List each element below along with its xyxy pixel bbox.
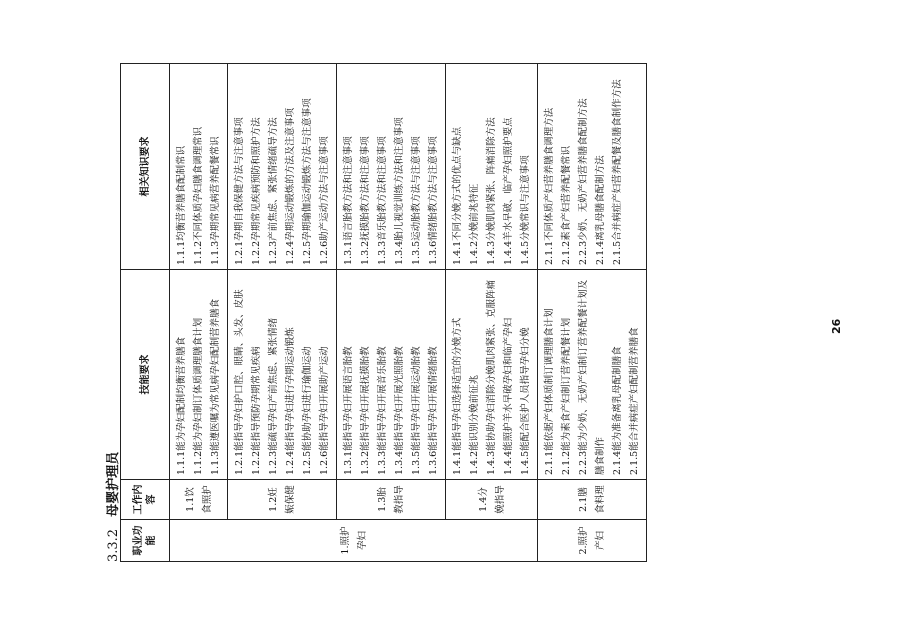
skill-item: 1.4.5能配合医护人员指导孕妇分娩 — [520, 327, 531, 475]
skill-item: 1.3.4能指导孕妇开展光照胎教 — [394, 346, 405, 475]
content-cell: 1.2妊娠保健 — [228, 480, 337, 520]
knowledge-cell — [170, 64, 228, 270]
skill-item: 1.3.6能指导孕妇开展情绪胎教 — [428, 346, 439, 475]
table-body — [170, 64, 647, 562]
header-content: 工作内容 — [121, 480, 170, 520]
header-skills: 技能要求 — [121, 270, 170, 480]
skills-cell — [170, 270, 228, 480]
content-cell: 1.1饮食照护 — [170, 480, 228, 520]
skill-item: 1.3.2能指导孕妇开展抚摸胎教 — [360, 346, 371, 475]
knowledge-item: 1.2.4孕期运动锻炼的方法及注意事项 — [285, 107, 296, 265]
knowledge-cell — [446, 64, 538, 270]
knowledge-item: 1.3.3音乐胎教方法和注意事项 — [377, 136, 388, 265]
knowledge-cell — [337, 64, 446, 270]
skills-cell — [337, 270, 446, 480]
knowledge-item: 1.1.3孕期常见病营养配餐常识 — [210, 136, 221, 265]
knowledge-item: 2.1.2素食产妇营养配餐常识 — [561, 145, 572, 265]
table-header-row — [121, 64, 170, 562]
knowledge-item: 1.3.4胎儿视觉训练方法和注意事项 — [394, 117, 405, 265]
knowledge-item: 1.2.1孕期自我保健方法与注意事项 — [234, 117, 245, 265]
standards-table — [120, 63, 647, 562]
knowledge-item: 1.4.2分娩前兆特征 — [469, 183, 480, 265]
knowledge-item: 1.4.1不同分娩方式的优点与缺点 — [452, 126, 463, 265]
table-row — [538, 64, 647, 562]
skill-item: 1.3.3能指导孕妇开展音乐胎教 — [377, 346, 388, 475]
section-heading — [102, 452, 121, 562]
content-cell: 2.1膳食料理 — [538, 480, 647, 520]
skill-item: 1.4.4能照护羊水早破孕妇和临产孕妇 — [503, 317, 514, 475]
knowledge-item: 1.1.2不同体质孕妇膳食调理常识 — [193, 126, 204, 265]
skill-item: 2.1.1能依据产妇体质制订调理膳食计划 — [544, 308, 555, 475]
knowledge-item: 1.3.2抚摸胎教方法和注意事项 — [360, 136, 371, 265]
skill-item: 1.1.2能为孕妇制订体质调理膳食计划 — [193, 317, 204, 475]
knowledge-item: 1.1.1均衡营养膳食配制常识 — [176, 145, 187, 265]
header-knowledge: 相关知识要求 — [121, 64, 170, 270]
skill-item: 1.2.4能指导孕妇进行孕期运动锻炼 — [285, 327, 296, 475]
skill-item: 1.2.5能协助孕妇进行瑜伽运动 — [302, 346, 313, 475]
skill-item: 1.2.2能指导预防孕期常见疾病 — [251, 346, 262, 475]
knowledge-item: 1.3.5运动胎教方法与注意事项 — [411, 136, 422, 265]
table-row — [170, 64, 228, 562]
table-row — [228, 64, 337, 562]
knowledge-item: 1.4.5分娩常识与注意事项 — [520, 155, 531, 265]
page-number: 26 — [830, 318, 843, 334]
skill-item: 2.1.4能为准备离乳母配制膳食 — [612, 346, 623, 475]
skill-item: 1.2.1能指导孕妇护口腔、眼睛、头发、皮肤 — [234, 289, 245, 475]
skill-item: 1.1.3能遵医嘱为常见病孕妇配制营养膳食 — [210, 298, 221, 475]
knowledge-cell — [228, 64, 337, 270]
header-function: 职业功能 — [121, 520, 170, 562]
knowledge-item: 1.4.4羊水早破、临产孕妇照护要点 — [503, 117, 514, 265]
skill-item: 1.3.1能指导孕妇开展语言胎教 — [343, 346, 354, 475]
skill-item: 1.1.1能为孕妇配制均衡营养膳食 — [176, 336, 187, 475]
knowledge-item: 2.2.3少奶、无奶产妇营养膳食配制方法 — [578, 98, 589, 265]
table-row — [446, 64, 538, 562]
function-cell: 2.照护产妇 — [538, 520, 647, 562]
function-cell: 1.照护孕妇 — [170, 520, 538, 562]
content-cell: 1.3胎教指导 — [337, 480, 446, 520]
skills-cell — [446, 270, 538, 480]
knowledge-item: 2.1.1不同体质产妇营养膳食调理方法 — [544, 107, 555, 265]
knowledge-item: 2.1.5合并病症产妇营养配餐及膳食制作方法 — [612, 79, 623, 265]
skill-item: 1.4.2能识别分娩前征兆 — [469, 374, 480, 475]
section-title: 母婴护理员 — [106, 451, 121, 517]
section-number: 3.3.2 — [106, 528, 121, 562]
skills-cell — [538, 270, 647, 480]
knowledge-cell — [538, 64, 647, 270]
skill-item: 1.4.3能协助孕妇消除分娩肌肉紧张、克服阵痛 — [486, 279, 497, 475]
knowledge-item: 1.2.2孕期常见疾病预防和照护方法 — [251, 117, 262, 265]
knowledge-item: 1.4.3分娩肌肉紧张、阵痛消除方法 — [486, 117, 497, 265]
skill-item: 2.1.5能合并病症产妇配制营养膳食 — [629, 327, 640, 475]
skill-item: 2.1.2能为素食产妇制订营养配餐计划 — [561, 317, 572, 475]
knowledge-item: 1.3.6情绪胎教方法与注意事项 — [428, 136, 439, 265]
skill-item: 2.2.3能为少奶、无奶产妇制订营养配餐计划及膳食制作 — [578, 279, 606, 475]
skill-item: 1.2.3能疏导孕妇产前焦虑、紧张情绪 — [268, 317, 279, 475]
content-cell: 1.4分娩指导 — [446, 480, 538, 520]
knowledge-item: 2.1.4离乳母膳食配制方法 — [595, 155, 606, 265]
table-row — [337, 64, 446, 562]
knowledge-item: 1.2.6助产运动方法与注意事项 — [319, 136, 330, 265]
knowledge-item: 1.3.1语言胎教方法和注意事项 — [343, 136, 354, 265]
skill-item: 1.3.5能指导孕妇开展运动胎教 — [411, 346, 422, 475]
knowledge-item: 1.2.5孕期瑜伽运动锻炼方法与注意事项 — [302, 98, 313, 265]
skills-cell — [228, 270, 337, 480]
skill-item: 1.2.6能指导孕妇开展助产运动 — [319, 346, 330, 475]
knowledge-item: 1.2.3产前焦虑、紧张情绪疏导方法 — [268, 117, 279, 265]
skill-item: 1.4.1能指导孕妇选择适宜的分娩方式 — [452, 317, 463, 475]
